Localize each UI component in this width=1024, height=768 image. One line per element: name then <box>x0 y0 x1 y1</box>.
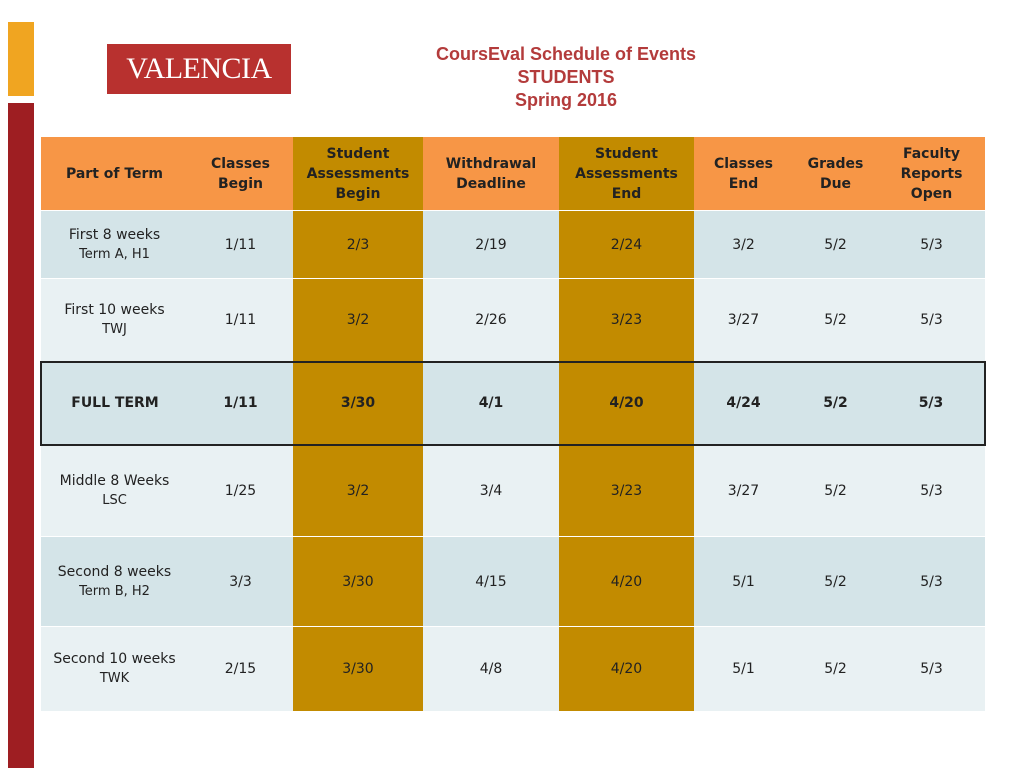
table-row <box>41 279 985 362</box>
assessments-end-cell: 3/23 <box>559 279 694 362</box>
classes-end-cell: 5/1 <box>694 537 793 627</box>
assessments-begin-cell: 3/30 <box>293 362 423 445</box>
classes-begin-cell: 1/11 <box>188 279 293 362</box>
part-of-term-cell: Middle 8 Weeks LSC <box>41 445 188 537</box>
part-of-term-cell: Second 8 weeks Term B, H2 <box>41 537 188 627</box>
maroon-accent-bar <box>8 103 34 768</box>
part-of-term-cell: FULL TERM <box>41 362 188 445</box>
title-line-3: Spring 2016 <box>514 90 618 110</box>
part-of-term-cell: First 8 weeks Term A, H1 <box>41 211 188 279</box>
assessments-begin-cell: 3/30 <box>293 627 423 712</box>
faculty-reports-cell: 5/3 <box>878 362 985 445</box>
withdrawal-cell: 4/1 <box>423 362 559 445</box>
withdrawal-cell: 3/4 <box>423 445 559 537</box>
faculty-reports-cell: 5/3 <box>878 627 985 712</box>
withdrawal-cell: 2/26 <box>423 279 559 362</box>
table-row <box>41 627 985 712</box>
faculty-reports-cell: 5/3 <box>878 445 985 537</box>
assessments-begin-cell: 3/2 <box>293 279 423 362</box>
part-of-term-cell: Second 10 weeks TWK <box>41 627 188 712</box>
faculty-reports-cell: 5/3 <box>878 211 985 279</box>
grades-due-cell: 5/2 <box>793 445 878 537</box>
assessments-begin-cell: 3/2 <box>293 445 423 537</box>
table-header-row <box>41 137 985 211</box>
grades-due-cell: 5/2 <box>793 362 878 445</box>
header-classes-begin: Classes Begin <box>188 137 293 211</box>
classes-end-cell: 3/27 <box>694 445 793 537</box>
table-row <box>41 537 985 627</box>
title-line-1: CoursEval Schedule of Events <box>435 44 697 64</box>
page-title <box>366 43 766 112</box>
header-assessments-begin: Student Assessments Begin <box>293 137 423 211</box>
assessments-begin-cell: 3/30 <box>293 537 423 627</box>
classes-end-cell: 5/1 <box>694 627 793 712</box>
header-grades-due: Grades Due <box>793 137 878 211</box>
classes-begin-cell: 2/15 <box>188 627 293 712</box>
withdrawal-cell: 2/19 <box>423 211 559 279</box>
assessments-end-cell: 4/20 <box>559 537 694 627</box>
assessments-end-cell: 4/20 <box>559 362 694 445</box>
classes-begin-cell: 1/11 <box>188 211 293 279</box>
header-withdrawal-deadline: Withdrawal Deadline <box>423 137 559 211</box>
grades-due-cell: 5/2 <box>793 627 878 712</box>
title-line-2: STUDENTS <box>517 67 615 87</box>
logo-text: VALENCIA <box>126 52 272 85</box>
classes-end-cell: 3/2 <box>694 211 793 279</box>
faculty-reports-cell: 5/3 <box>878 279 985 362</box>
header-faculty-reports-open: Faculty Reports Open <box>878 137 985 211</box>
assessments-begin-cell: 2/3 <box>293 211 423 279</box>
table-row-full-term <box>41 362 985 445</box>
table-row <box>41 211 985 279</box>
schedule-table <box>40 137 986 712</box>
classes-end-cell: 4/24 <box>694 362 793 445</box>
faculty-reports-cell: 5/3 <box>878 537 985 627</box>
assessments-end-cell: 3/23 <box>559 445 694 537</box>
classes-begin-cell: 1/11 <box>188 362 293 445</box>
assessments-end-cell: 4/20 <box>559 627 694 712</box>
classes-begin-cell: 1/25 <box>188 445 293 537</box>
classes-begin-cell: 3/3 <box>188 537 293 627</box>
classes-end-cell: 3/27 <box>694 279 793 362</box>
table-row <box>41 445 985 537</box>
header-part-of-term: Part of Term <box>41 137 188 211</box>
part-of-term-cell: First 10 weeks TWJ <box>41 279 188 362</box>
withdrawal-cell: 4/8 <box>423 627 559 712</box>
withdrawal-cell: 4/15 <box>423 537 559 627</box>
assessments-end-cell: 2/24 <box>559 211 694 279</box>
valencia-logo <box>107 44 291 94</box>
header-classes-end: Classes End <box>694 137 793 211</box>
gold-accent-bar <box>8 22 34 96</box>
grades-due-cell: 5/2 <box>793 279 878 362</box>
grades-due-cell: 5/2 <box>793 211 878 279</box>
grades-due-cell: 5/2 <box>793 537 878 627</box>
header-assessments-end: Student Assessments End <box>559 137 694 211</box>
